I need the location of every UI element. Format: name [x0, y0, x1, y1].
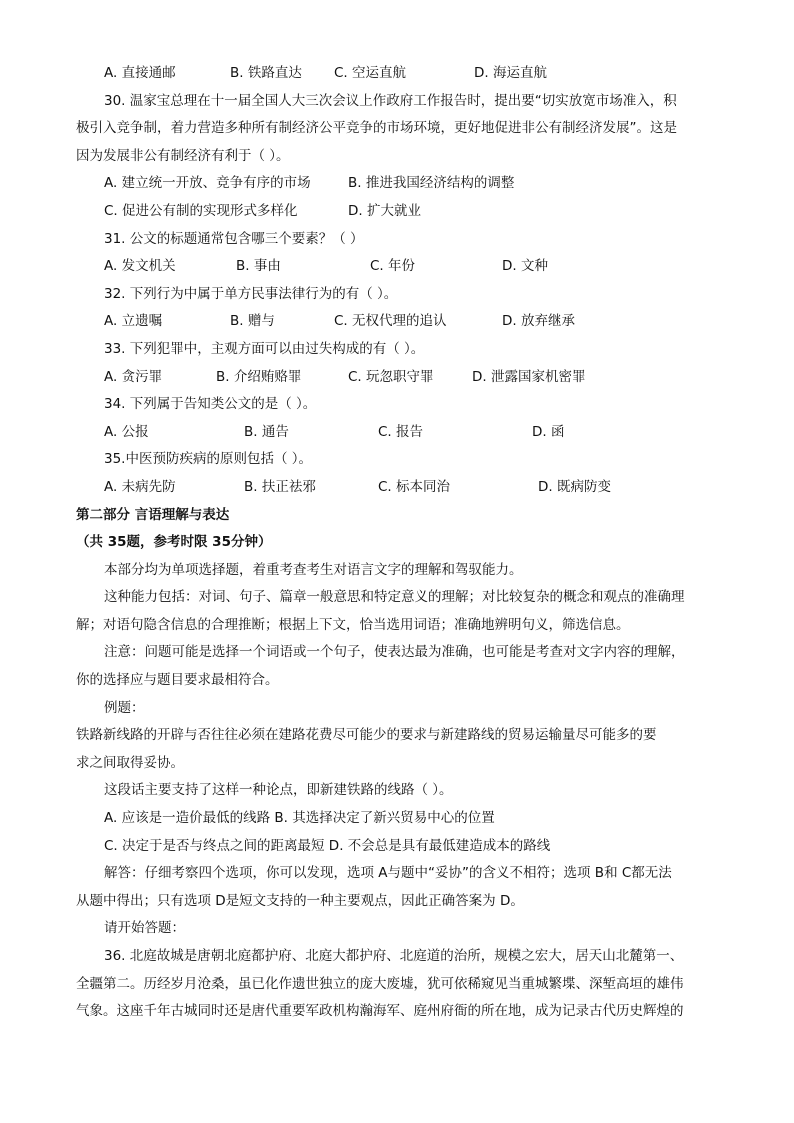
document-page — [76, 60, 716, 1026]
q31-stem: 31. 公文的标题通常包含哪三个要素？（ ） — [104, 230, 364, 247]
part2-note-line2: 你的选择应与题目要求最相符合。 — [76, 672, 279, 689]
q30-options-row2 — [76, 198, 716, 226]
q33-option-b: B. 介绍贿赂罪 — [216, 368, 302, 385]
q29-option-b: B. 铁路直达 — [230, 65, 302, 81]
q33-stem: 33. 下列犯罪中，主观方面可以由过失构成的有（ ）。 — [104, 340, 425, 357]
q31-option-a: A. 发文机关 — [104, 258, 176, 275]
q33-option-a: A. 贪污罪 — [104, 368, 163, 385]
example-answer-line1: 解答：仔细考察四个选项，你可以发现，选项 A与题中“妥协”的含义不相符；选项 B和 C都无法 — [104, 865, 672, 882]
q34-option-b: B. 通告 — [244, 423, 289, 440]
q30-option-a: A. 建立统一开放、竞争有序的市场 — [104, 175, 311, 192]
q33-options — [76, 364, 716, 392]
q35-option-d: D. 既病防变 — [538, 478, 611, 495]
q35-stem: 35.中医预防疾病的原则包括（ ）。 — [104, 451, 313, 468]
q36-line2: 全疆第二。历经岁月沧桑，虽已化作遗世独立的庞大废墟，犹可依稀窥见当重城繁堞、深堑高垣的雄伟 — [76, 975, 684, 992]
q36-line3: 气象。这座千年古城同时还是唐代重要军政机构瀚海军、庭州府衙的所在地，成为记录古代历史辉煌的 — [76, 1003, 684, 1020]
q30-stem-line3: 因为发展非公有制经济有利于（ ）。 — [76, 147, 290, 164]
q32-option-b: B. 赠与 — [230, 313, 275, 330]
q30-option-c: C. 促进公有制的实现形式多样化 — [104, 202, 298, 219]
q34-option-d: D. 函 — [532, 423, 565, 440]
q34-options — [76, 419, 716, 447]
q34-stem: 34. 下列属于告知类公文的是（ ）。 — [104, 396, 317, 413]
part2-ability-line1: 这种能力包括：对词、句子、篇章一般意思和特定意义的理解；对比较复杂的概念和观点的准确理 — [104, 589, 685, 606]
q34-option-c: C. 报告 — [378, 423, 424, 440]
q35-options — [76, 474, 716, 502]
q30-stem-line1: 30. 温家宝总理在十一届全国人大三次会议上作政府工作报告时，提出要“切实放宽市场准入，积 — [104, 92, 677, 109]
start-prompt: 请开始答题： — [104, 920, 185, 937]
q36-line1: 36. 北庭故城是唐朝北庭都护府、北庭大都护府、北庭道的治所，规模之宏大，居天山北麓第一、 — [104, 948, 684, 964]
part2-title: 第二部分 言语理解与表达 — [76, 506, 230, 523]
q30-options-row1 — [76, 170, 716, 198]
q32-option-d: D. 放弃继承 — [502, 313, 575, 330]
q31-option-d: D. 文种 — [502, 258, 548, 275]
example-question: 这段话主要支持了这样一种论点，即新建铁路的线路（ ）。 — [104, 782, 453, 799]
q29-option-d: D. 海运直航 — [474, 65, 547, 81]
q32-stem: 32. 下列行为中属于单方民事法律行为的有（ ）。 — [104, 285, 398, 302]
example-options-line2: C. 决定于是否与终点之间的距离最短 D. 不会总是具有最低建造成本的路线 — [104, 837, 551, 854]
q31-options — [76, 253, 716, 281]
example-label: 例题： — [104, 699, 145, 716]
part2-subtitle: （共 35题，参考时限 35分钟） — [76, 534, 272, 551]
part2-ability-line2: 解；对语句隐含信息的合理推断；根据上下文，恰当选用词语；准确地辨明句义，筛选信息。 — [76, 616, 630, 633]
q30-option-d: D. 扩大就业 — [348, 202, 421, 219]
q33-option-d: D. 泄露国家机密罪 — [472, 368, 586, 385]
example-options-line1: A. 应该是一造价最低的线路 B. 其选择决定了新兴贸易中心的位置 — [104, 810, 495, 827]
example-answer-line2: 从题中得出；只有选项 D是短文支持的一种主要观点，因此正确答案为 D。 — [76, 892, 524, 909]
q30-option-b: B. 推进我国经济结构的调整 — [348, 175, 515, 192]
q32-option-c: C. 无权代理的追认 — [334, 313, 447, 330]
q35-option-a: A. 未病先防 — [104, 478, 176, 495]
part2-intro: 本部分均为单项选择题，着重考查考生对语言文字的理解和驾驭能力。 — [104, 561, 523, 578]
q35-option-c: C. 标本同治 — [378, 478, 451, 495]
q31-option-b: B. 事由 — [236, 258, 281, 275]
example-passage-line2: 求之间取得妥协。 — [76, 754, 184, 771]
example-passage-line1: 铁路新线路的开辟与否往往必须在建路花费尽可能少的要求与新建路线的贸易运输量尽可能多的要 — [76, 727, 657, 744]
q30-stem-line2: 极引入竞争制，着力营造多种所有制经济公平竞争的市场环境，更好地促进非公有制经济发展”。这是 — [76, 120, 677, 137]
q31-option-c: C. 年份 — [370, 258, 416, 275]
q29-option-a: A. 直接通邮 — [104, 65, 176, 81]
q29-options — [76, 60, 716, 88]
part2-note-line1: 注意：问题可能是选择一个词语或一个句子，使表达最为准确，也可能是考查对文字内容的理解， — [104, 644, 685, 661]
q29-option-c: C. 空运直航 — [334, 65, 407, 81]
q33-option-c: C. 玩忽职守罪 — [348, 368, 434, 385]
q32-option-a: A. 立遗嘱 — [104, 313, 163, 330]
q35-option-b: B. 扶正祛邪 — [244, 478, 316, 495]
q34-option-a: A. 公报 — [104, 423, 149, 440]
q32-options — [76, 308, 716, 336]
